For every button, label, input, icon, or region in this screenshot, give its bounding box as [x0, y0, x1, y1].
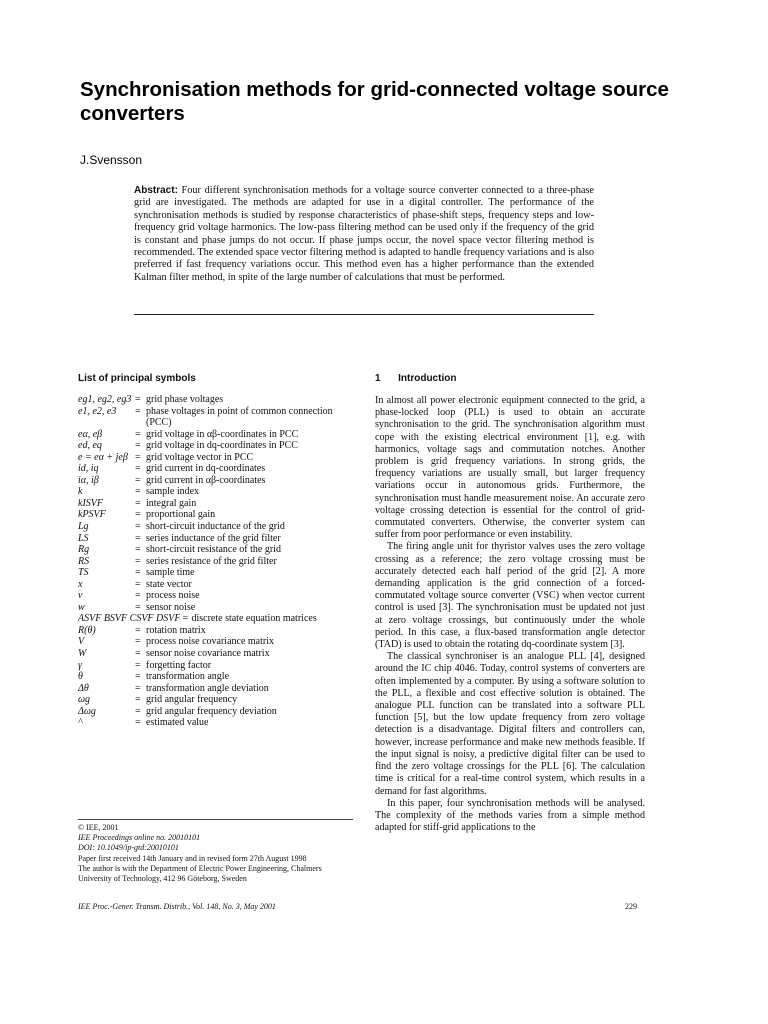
- symbol-description: estimated value: [146, 717, 209, 729]
- symbol-description: grid angular frequency: [146, 694, 238, 706]
- symbol: LS: [78, 532, 89, 544]
- symbol-description: transformation angle: [146, 671, 230, 683]
- symbol: γ: [78, 659, 82, 671]
- equals-sign: =: [135, 578, 141, 590]
- abstract-divider: [134, 314, 594, 315]
- symbol-entry: [78, 636, 353, 648]
- equals-sign: =: [182, 613, 189, 625]
- symbol: e = eα + jeβ: [78, 451, 128, 463]
- abstract: [134, 185, 594, 284]
- equals-sign: =: [135, 509, 141, 521]
- received-note: Paper first received 14th January and in revised form 27th August 1998: [78, 853, 307, 863]
- symbol: id, iq: [78, 463, 99, 475]
- symbol: w: [78, 601, 85, 613]
- equals-sign: =: [135, 394, 141, 405]
- symbol-description: sample time: [146, 567, 195, 579]
- symbol-description: grid current in dq-coordinates: [146, 463, 266, 475]
- symbol-description: forgetting factor: [146, 659, 212, 671]
- symbol-entry: [78, 671, 353, 683]
- symbol: ωg: [78, 694, 91, 706]
- symbol-entry: [78, 498, 353, 510]
- symbol: ASVF BSVF CSVF DSVF: [78, 613, 181, 625]
- equals-sign: =: [135, 694, 141, 706]
- symbol-description: grid voltage vector in PCC: [146, 451, 254, 463]
- symbol-entry: [78, 556, 353, 568]
- equals-sign: =: [135, 428, 141, 440]
- equals-sign: =: [135, 682, 141, 694]
- equals-sign: =: [135, 440, 141, 452]
- symbol-entry: [78, 463, 353, 475]
- symbol: θ: [78, 671, 83, 683]
- symbol-description: short-circuit resistance of the grid: [146, 544, 281, 556]
- symbol-description: integral gain: [146, 497, 197, 509]
- equals-sign: =: [135, 648, 141, 660]
- symbol: k: [78, 486, 83, 498]
- symbol-entry: [78, 429, 353, 441]
- intro-paragraph: The classical synchroniser is an analogue PLL [4], designed around the IC chip 4046. Today, control systems of converters are often implemented by a computer. By using a software solution to the PLL, a flexible and cost effective solution is obtained. The analogue PLL function can be translated into a software PLL function [5], but the low update frequency from zero voltage detection is a disadvantage. Digital filters and controllers can, however, increase performance and make new methods feasible. If the input signal is noisy, a predictive digital filter can be used to find the zero voltage crossings for the PLL [6]. The calculation time is critical for a real-time control system, which results in a demand for fast algorithms.: [375, 651, 645, 797]
- symbol-description: grid voltage in αβ-coordinates in PCC: [146, 428, 299, 440]
- doi-note: DOI: 10.1049/ip-gtd:20010101: [78, 843, 179, 853]
- symbol-description: series inductance of the grid filter: [146, 532, 281, 544]
- symbol: Δωg: [78, 705, 96, 717]
- equals-sign: =: [135, 567, 141, 579]
- symbol: kISVF: [78, 497, 103, 509]
- intro-paragraph: In this paper, four synchronisation methods will be analysed. The complexity of the methods varies from a simple method adapted for stiff-grid applications to the: [375, 797, 645, 834]
- intro-heading: [375, 373, 456, 384]
- symbol-entry: [78, 648, 353, 660]
- symbol-description: process noise: [146, 590, 200, 602]
- symbol: RS: [78, 555, 90, 567]
- intro-paragraph: The firing angle unit for thyristor valves uses the zero voltage crossing as a reference; the zero voltage crossing must be accurately detected each half period of the grid [2]. A more demanding application is the grid connection of a forced-commutated voltage source converter (VSC) when vector current control is used [3]. The synchronisation must be updated not just at zero voltage crossings, but continuously under the whole period. In this case, a flux-based transformation angle detector (TAD) is used to obtain the rotating dq-coordinate system [3].: [375, 541, 645, 651]
- symbol-description: grid voltage in dq-coordinates in PCC: [146, 440, 298, 452]
- symbol: ^: [78, 717, 83, 729]
- equals-sign: =: [135, 636, 141, 648]
- symbol-entry: [78, 521, 353, 533]
- symbols-list: [78, 394, 353, 729]
- symbol-description: proportional gain: [146, 509, 216, 521]
- equals-sign: =: [135, 463, 141, 475]
- symbol-description: sample index: [146, 486, 200, 498]
- symbol: R(θ): [78, 624, 96, 636]
- symbol-entry: [78, 509, 353, 521]
- proceedings-note: IEE Proceedings online no. 20010101: [78, 833, 201, 843]
- symbols-heading: List of principal symbols: [78, 373, 196, 384]
- symbol: Rg: [78, 544, 90, 556]
- symbol-description: grid angular frequency deviation: [146, 705, 277, 717]
- symbol-entry: [78, 567, 353, 579]
- symbol: TS: [78, 567, 89, 579]
- symbol-entry: [78, 706, 353, 718]
- publication-notes: [78, 823, 353, 884]
- symbol: iα, iβ: [78, 474, 99, 486]
- symbol-description: sensor noise covariance matrix: [146, 648, 270, 660]
- symbol-entry: [78, 475, 353, 487]
- equals-sign: =: [135, 486, 141, 498]
- symbol-entry: [78, 590, 353, 602]
- symbol: Lg: [78, 521, 89, 533]
- symbol: eα, eβ: [78, 428, 103, 440]
- symbol: ed, eq: [78, 440, 102, 452]
- symbol-entry: [78, 544, 353, 556]
- abstract-label: Abstract:: [134, 185, 178, 196]
- symbol-description: sensor noise: [146, 601, 196, 613]
- symbol-entry: [78, 533, 353, 545]
- symbol-entry: [78, 440, 353, 452]
- symbol-description: discrete state equation matrices: [191, 613, 317, 625]
- symbol-description: state vector: [146, 578, 192, 590]
- symbol-entry: [78, 613, 353, 625]
- abstract-text: Four different synchronisation methods for a voltage source converter connected to a three-phase grid are investigated. The methods are adapted for use in a digital controller. The performance of the synchronisation methods is studied by response characteristics of phase-shift steps, frequency steps and low-frequency grid voltage harmonics. The low-pass filtering method can be used only if the frequency of the grid is constant and phase jumps do not occur. If phase jumps occur, the novel space vector filtering method is recommended. The extended space vector filtering method is adapted to handle frequency variations and is also preferred if fast frequency variations occur. This method even has a higher performance than the extended Kalman filter method, in spite of the large number of calculations that must be performed.: [134, 185, 594, 283]
- notes-divider: [78, 819, 353, 820]
- symbol-entry: [78, 579, 353, 591]
- intro-number: 1: [375, 373, 381, 384]
- equals-sign: =: [135, 474, 141, 486]
- symbol: e1, e2, e3: [78, 405, 117, 417]
- symbol-entry: [78, 660, 353, 672]
- journal-footer: IEE Proc.-Gener. Transm. Distrib., Vol. 148, No. 3, May 2001: [78, 902, 276, 911]
- author-name: J.Svensson: [80, 153, 143, 167]
- equals-sign: =: [135, 671, 141, 683]
- symbol-description: grid current in αβ-coordinates: [146, 474, 266, 486]
- symbol: v: [78, 590, 83, 602]
- symbol: Δθ: [78, 682, 89, 694]
- symbol-entry: [78, 683, 353, 695]
- symbol: kPSVF: [78, 509, 106, 521]
- equals-sign: =: [135, 544, 141, 556]
- symbol-description: transformation angle deviation: [146, 682, 269, 694]
- symbol-description: short-circuit inductance of the grid: [146, 521, 285, 533]
- copyright-note: © IEE, 2001: [78, 823, 119, 832]
- equals-sign: =: [135, 659, 141, 671]
- symbol-entry: [78, 394, 353, 406]
- equals-sign: =: [135, 532, 141, 544]
- symbol-description: process noise covariance matrix: [146, 636, 275, 648]
- symbol: x: [78, 578, 83, 590]
- symbol-entry: [78, 602, 353, 614]
- symbol-entry: [78, 406, 353, 429]
- equals-sign: =: [135, 405, 141, 417]
- symbol-entry: [78, 452, 353, 464]
- symbol: W: [78, 648, 87, 660]
- symbol-description: phase voltages in point of common connection (PCC): [146, 405, 333, 429]
- affiliation-note: The author is with the Department of Electric Power Engineering, Chalmers University of Technology, 412 96 Göteborg, Sweden: [78, 863, 322, 884]
- equals-sign: =: [135, 601, 141, 613]
- equals-sign: =: [135, 590, 141, 602]
- symbol-entry: [78, 486, 353, 498]
- equals-sign: =: [135, 497, 141, 509]
- symbol-entry: [78, 694, 353, 706]
- symbol-description: rotation matrix: [146, 624, 206, 636]
- introduction-body: [375, 395, 645, 834]
- paper-title: Synchronisation methods for grid-connected voltage source converters: [80, 78, 669, 125]
- symbol-description: grid phase voltages: [146, 394, 224, 405]
- symbol-entry: [78, 625, 353, 637]
- symbol: V: [78, 636, 85, 648]
- intro-title: Introduction: [398, 373, 457, 384]
- equals-sign: =: [135, 717, 141, 729]
- symbol: eg1, eg2, eg3: [78, 394, 132, 405]
- equals-sign: =: [135, 521, 141, 533]
- equals-sign: =: [135, 451, 141, 463]
- equals-sign: =: [135, 705, 141, 717]
- symbol-description: series resistance of the grid filter: [146, 555, 277, 567]
- equals-sign: =: [135, 624, 141, 636]
- page-number: 229: [625, 902, 637, 911]
- equals-sign: =: [135, 555, 141, 567]
- intro-paragraph: In almost all power electronic equipment connected to the grid, a phase-locked loop (PLL) is used to obtain an accurate synchronisation to the grid. The synchronisation algorithm must cope with the existing electrical environment [1], e.g. with harmonics, voltage sags and commutation notches. Another problem is grid frequency variations. In strong grids, the frequency variations are usually small, but larger frequency variations occur in autonomous grids. Furthermore, the synchronisation must handle measurement noise. An accurate zero voltage crossing detection is essential for the control of grid-commutated converters. Otherwise, the converter system can suffer from poor performance or even instability.: [375, 395, 645, 541]
- symbol-entry: [78, 717, 353, 729]
